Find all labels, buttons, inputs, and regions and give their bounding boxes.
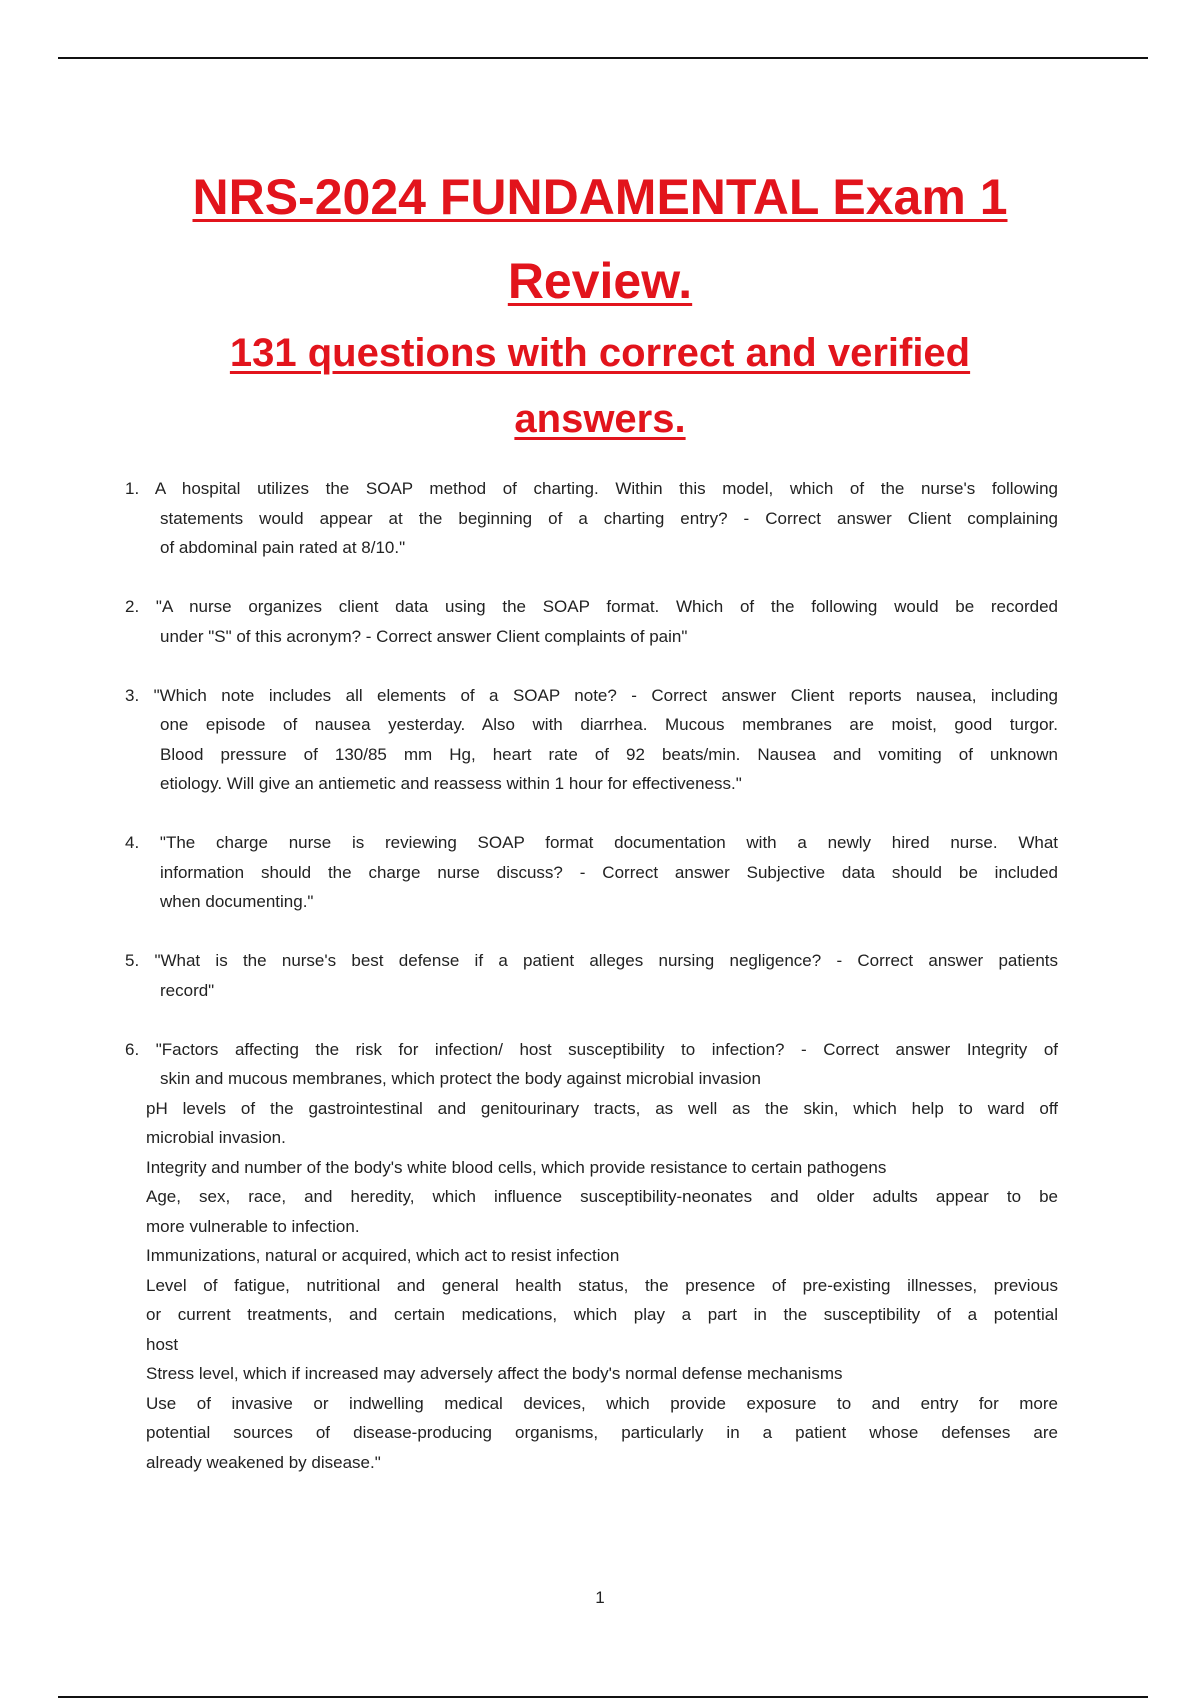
answer-paragraph-line: pH levels of the gastrointestinal and genitourinary tracts, as well as the skin, which help to ward off <box>146 1098 1058 1118</box>
question-list <box>125 474 1058 1507</box>
answer-paragraph-line: Immunizations, natural or acquired, which act to resist infection <box>146 1246 620 1265</box>
question-item <box>125 474 1058 563</box>
answer-paragraph-line: Use of invasive or indwelling medical devices, which provide exposure to and entry for more <box>146 1393 1058 1413</box>
answer-paragraph-line: more vulnerable to infection. <box>146 1216 360 1236</box>
answer-paragraph-line: Stress level, which if increased may adversely affect the body's normal defense mechanisms <box>146 1364 843 1383</box>
page-number: 1 <box>595 1588 605 1607</box>
answer-paragraph-line: Age, sex, race, and heredity, which influence susceptibility-neonates and older adults appear to be <box>146 1187 1058 1206</box>
answer-paragraph-line: already weakened by disease." <box>146 1452 381 1472</box>
title-line-2: Review. <box>507 253 693 309</box>
question-line: under "S" of this acronym? - Correct answer Client complaints of pain" <box>160 626 688 646</box>
question-line: 6. "Factors affecting the risk for infection/ host susceptibility to infection? - Correct answer Integrity of <box>125 1039 1058 1059</box>
question-line: statements would appear at the beginning of a charting entry? - Correct answer Client complaining <box>160 508 1058 528</box>
answer-paragraph-line: host <box>146 1334 179 1354</box>
question-line: information should the charge nurse discuss? - Correct answer Subjective data should be included <box>160 862 1058 882</box>
question-line: skin and mucous membranes, which protect the body against microbial invasion <box>160 1069 761 1088</box>
footer-rule <box>58 1696 1148 1698</box>
question-line: 2. "A nurse organizes client data using the SOAP format. Which of the following would be recorded <box>125 597 1058 616</box>
question-line: 5. "What is the nurse's best defense if a patient alleges nursing negligence? - Correct answer patients <box>125 951 1058 970</box>
answer-paragraph-line: Level of fatigue, nutritional and general health status, the presence of pre-existing illnesses, previous <box>146 1275 1058 1295</box>
question-line: 4. "The charge nurse is reviewing SOAP format documentation with a newly hired nurse. What <box>125 833 1058 852</box>
answer-paragraph-line: potential sources of disease-producing organisms, particularly in a patient whose defenses are <box>146 1423 1058 1442</box>
question-line: etiology. Will give an antiemetic and reassess within 1 hour for effectiveness." <box>160 774 742 793</box>
question-item <box>125 681 1058 799</box>
header-rule <box>58 57 1148 59</box>
question-line: of abdominal pain rated at 8/10." <box>160 538 406 557</box>
answer-paragraph-line: microbial invasion. <box>146 1128 286 1147</box>
question-item <box>125 946 1058 1005</box>
subtitle-line-1: 131 questions with correct and verified <box>229 331 971 375</box>
question-item <box>125 1035 1058 1478</box>
question-line: record" <box>160 980 215 1000</box>
document-title <box>0 155 1200 323</box>
question-line: Blood pressure of 130/85 mm Hg, heart rate of 92 beats/min. Nausea and vomiting of unknown <box>160 744 1058 764</box>
question-line: 1. A hospital utilizes the SOAP method of charting. Within this model, which of the nurse's following <box>125 479 1058 498</box>
document-subtitle <box>0 320 1200 452</box>
title-line-1: NRS-2024 FUNDAMENTAL Exam 1 <box>192 169 1008 225</box>
question-line: 3. "Which note includes all elements of a SOAP note? - Correct answer Client reports nausea, including <box>125 685 1058 705</box>
question-line: one episode of nausea yesterday. Also with diarrhea. Mucous membranes are moist, good turgor. <box>160 715 1058 734</box>
answer-paragraph-line: or current treatments, and certain medications, which play a part in the susceptibility of a potential <box>146 1305 1058 1324</box>
answer-paragraph-line: Integrity and number of the body's white blood cells, which provide resistance to certain pathogens <box>146 1157 887 1177</box>
question-item <box>125 592 1058 651</box>
question-line: when documenting." <box>160 892 314 911</box>
question-item <box>125 828 1058 917</box>
subtitle-line-2: answers. <box>514 397 686 441</box>
